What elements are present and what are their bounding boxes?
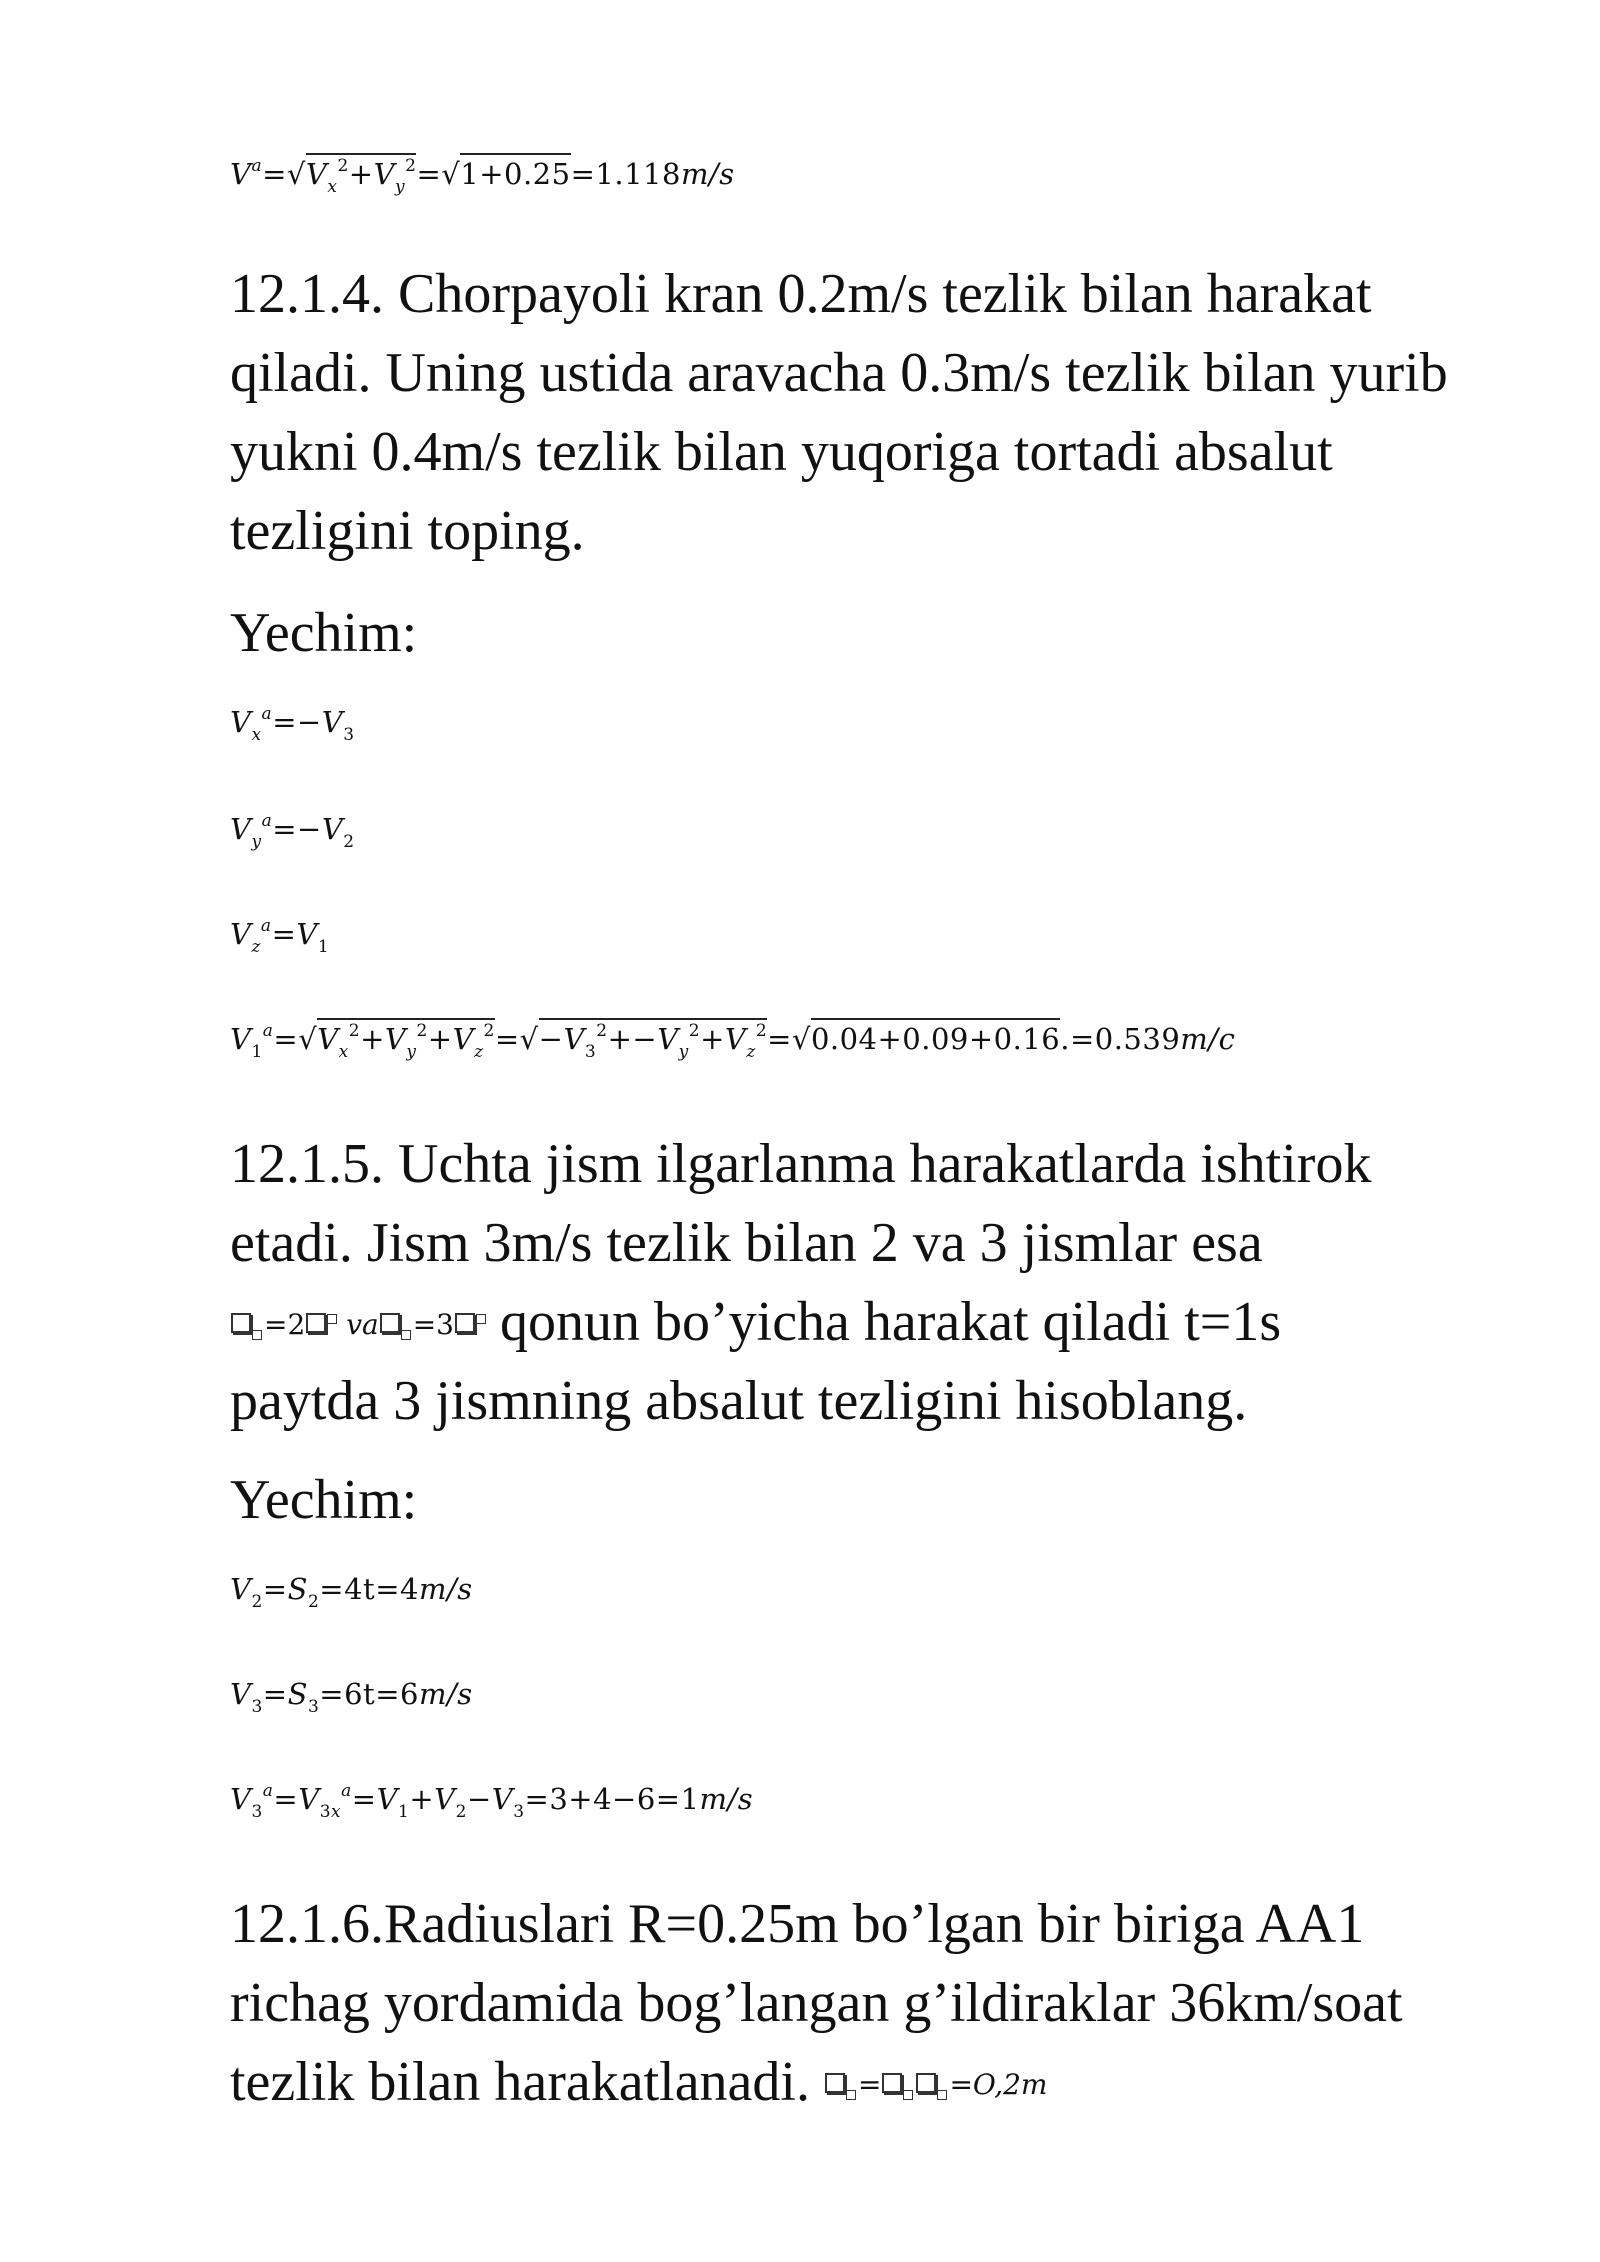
formula-vy: $V_y^a=-V_2$ (230, 811, 355, 852)
solution-heading-12-1-4: Yechim: (230, 602, 418, 664)
problem-12-1-4-text: 12.1.4. Chorpayoli kran 0.2m/s tezlik bilan harakat qiladi. Uning ustida aravacha 0.3m/s tezlik bilan yurib yukni 0.4m/s tezlik bilan yuqoriga tortadi absalut tezligini toping. (230, 263, 1448, 562)
formula-radicand: 1+0.25 (460, 153, 570, 191)
formula-vx-index: 3 (343, 725, 355, 745)
problem-12-1-6-math: = =O,2m (824, 2068, 1048, 2101)
formula-v1-radicand: 0.04+0.09+0.16 (811, 1018, 1060, 1056)
law-part-2: =3 (412, 1308, 454, 1341)
problem-12-1-6-lead: 12.1.6.Radiuslari R=0.25m bo’lgan bir biriga AA1 richag yordamida bog’langan g’ildiraklar 36km/soat tezlik bilan harakatlanadi. (230, 1893, 1403, 2113)
formula-v1-unit: m/c (1180, 1022, 1236, 1056)
solution-heading-12-1-5: Yechim: (230, 1469, 418, 1531)
formula-unit: m/s (680, 157, 735, 191)
formula-v3-absolute: $V_3^a=V_{3x}^a=V_1+V_2-V_3=3+4-6=1m/s$ (230, 1781, 754, 1822)
formula-vz: $V_z^a=V_1$ (230, 916, 330, 957)
formula-absolute-velocity: $V^a=√V_x^2+V_y^2=√1+0.25=1.118m/s$ (230, 160, 735, 189)
formula-v3-unit: m/s (418, 1677, 473, 1711)
law-expression (230, 1308, 486, 1341)
formula-v1-absolute: $V_1^a=√V_x^2+V_y^2+V_z^2=√-V_3^2+-V_y^2+V_z^2=√0.04+0.09+0.16.=0.539m/c$ (230, 1025, 1235, 1054)
formula-v3-rhs: =6t=6 (319, 1677, 419, 1711)
formula-v2: $V_2=S_2=4t=4m/s$ (230, 1572, 473, 1612)
problem-12-1-5-law-line (230, 1283, 1500, 1364)
problem-12-1-5-tail-line3: qonun bo’yicha harakat qiladi t=1s (485, 1291, 1282, 1353)
formula-v2-unit: m/s (418, 1572, 473, 1606)
law-part-1: =2 (264, 1308, 306, 1341)
formula-vx: $V_x^a=-V_3$ (230, 704, 355, 745)
formula-vy-index: 2 (343, 832, 355, 852)
formula-result: 1.118 (595, 157, 681, 191)
problem-12-1-5-tail-line4: paytda 3 jismning absalut tezligini hisoblang. (230, 1370, 1248, 1432)
formula-v3-final-unit: m/s (699, 1782, 754, 1816)
law-va: va (346, 1308, 379, 1341)
formula-v3: $V_3=S_3=6t=6m/s$ (230, 1677, 473, 1717)
problem-12-1-6-text (230, 1885, 1500, 2124)
problem-12-1-6-tail-math: =O,2m (949, 2068, 1048, 2101)
formula-vz-index: 1 (317, 937, 330, 957)
formula-v1-result: .=0.539 (1060, 1022, 1181, 1056)
problem-12-1-5-lead: 12.1.5. Uchta jism ilgarlanma harakatlarda ishtirok etadi. Jism 3m/s tezlik bilan 2 va 3 jismlar esa (230, 1133, 1372, 1274)
formula-v3-final: =3+4−6=1 (524, 1782, 700, 1816)
formula-v2-rhs: =4t=4 (319, 1572, 419, 1606)
